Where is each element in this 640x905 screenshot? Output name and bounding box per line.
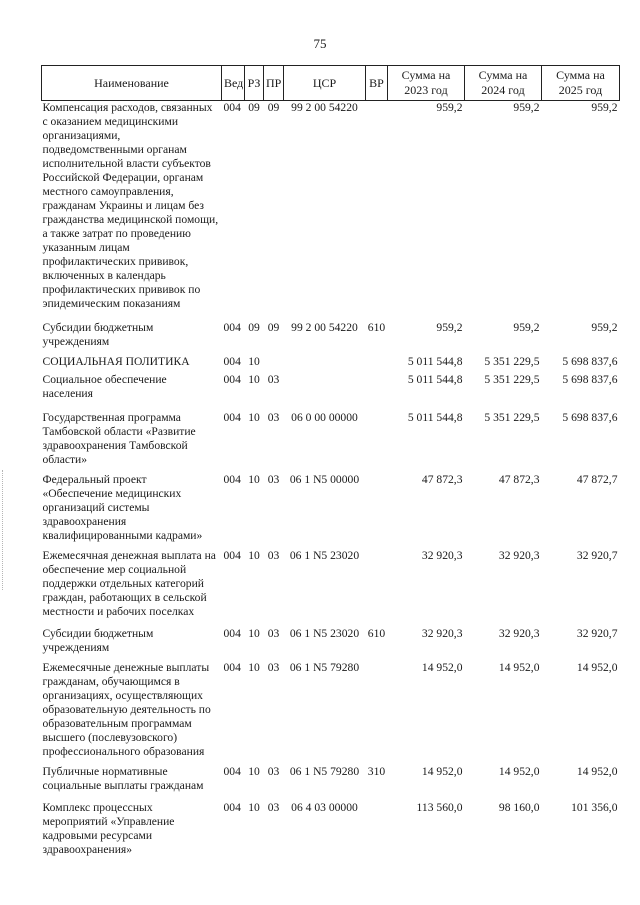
- row-pr: 03: [267, 473, 280, 486]
- row-ved: 004: [223, 101, 241, 114]
- row-vr: 610: [367, 627, 386, 640]
- row-vr: [366, 101, 388, 322]
- row-csr: [284, 355, 366, 373]
- row-csr: 99 2 00 54220: [291, 101, 358, 114]
- row-vr: [366, 373, 388, 411]
- row-sum-2025: 959,2: [591, 101, 618, 114]
- row-sum-2024: 98 160,0: [498, 801, 540, 814]
- row-sum-2024: 5 351 229,5: [484, 411, 540, 424]
- row-name: Комплекс процессных мероприятий «Управление кадровыми ресурсами здравоохранения»: [42, 801, 175, 856]
- row-sum-2025: 5 698 837,6: [562, 373, 618, 386]
- row-pr: 03: [267, 801, 280, 814]
- row-sum-2025: 14 952,0: [576, 661, 618, 674]
- row-vr: [366, 801, 388, 863]
- header-rz: РЗ: [245, 66, 264, 101]
- table-row: [42, 355, 620, 373]
- row-name: Субсидии бюджетным учреждениям: [42, 321, 154, 348]
- row-sum-2024: 32 920,3: [498, 627, 540, 640]
- row-sum-2024: 47 872,3: [498, 473, 540, 486]
- row-ved: 004: [223, 373, 241, 386]
- row-sum-2023: 5 011 544,8: [407, 411, 463, 424]
- table-row: [42, 661, 620, 765]
- row-sum-2023: 113 560,0: [416, 801, 463, 814]
- row-csr: 06 4 03 00000: [291, 801, 358, 814]
- row-vr: 610: [367, 321, 386, 334]
- row-name: СОЦИАЛЬНАЯ ПОЛИТИКА: [42, 355, 190, 368]
- page-number: 75: [313, 36, 327, 51]
- row-sum-2024: 14 952,0: [498, 661, 540, 674]
- budget-table: [41, 65, 620, 863]
- row-ved: 004: [223, 411, 241, 424]
- row-rz: 10: [248, 473, 260, 486]
- row-ved: 004: [223, 549, 241, 562]
- header-name: Наименование: [42, 66, 222, 101]
- row-sum-2024: 959,2: [513, 101, 540, 114]
- row-vr: [366, 549, 388, 627]
- row-pr: 03: [267, 411, 280, 424]
- row-rz: 10: [248, 373, 260, 386]
- header-pr: ПР: [264, 66, 284, 101]
- row-csr: 06 1 N5 79280: [289, 661, 360, 674]
- row-sum-2024: 5 351 229,5: [484, 373, 540, 386]
- row-sum-2023: 5 011 544,8: [407, 373, 463, 386]
- row-sum-2023: 959,2: [436, 321, 463, 334]
- row-csr: 06 1 N5 00000: [289, 473, 360, 486]
- row-name: Субсидии бюджетным учреждениям: [42, 627, 154, 654]
- header-csr: ЦСР: [284, 66, 366, 101]
- row-pr: 09: [267, 321, 280, 334]
- row-name: Компенсация расходов, связанных с оказанием медицинскими организациями, подведомственными органам исполнительной власти субъектов Российской Федерации, органам местного самоуправления, гражданам Украины и лицам без гражданства медицинской помощи, а также затрат по проведению указанным лицам профилактических прививок, включенных в календарь профилактических прививок по эпидемическим показаниям: [42, 101, 219, 310]
- header-sum-2025: Сумма на 2025 год: [542, 66, 620, 101]
- row-rz: 10: [248, 627, 260, 640]
- row-pr: 03: [267, 765, 280, 778]
- row-sum-2024: 32 920,3: [498, 549, 540, 562]
- row-ved: 004: [223, 801, 241, 814]
- row-rz: 10: [248, 549, 260, 562]
- row-sum-2023: 47 872,3: [421, 473, 463, 486]
- row-csr: 06 1 N5 23020: [289, 549, 360, 562]
- row-name: Ежемесячная денежная выплата на обеспечение мер социальной поддержки отдельных категорий граждан, работающих в сельской местности и рабочих поселках: [42, 549, 216, 618]
- row-sum-2023: 32 920,3: [421, 549, 463, 562]
- row-csr: 06 0 00 00000: [291, 411, 358, 424]
- header-vr: ВР: [366, 66, 388, 101]
- row-rz: 10: [248, 765, 260, 778]
- table-row: [42, 101, 620, 322]
- row-sum-2025: 14 952,0: [576, 765, 618, 778]
- row-csr: 06 1 N5 23020: [289, 627, 360, 640]
- row-csr: [284, 373, 366, 411]
- row-csr: 06 1 N5 79280: [289, 765, 360, 778]
- row-rz: 10: [248, 661, 260, 674]
- row-sum-2025: 5 698 837,6: [562, 355, 618, 368]
- table-header-row: [42, 66, 620, 101]
- table-row: [42, 411, 620, 473]
- row-sum-2025: 959,2: [591, 321, 618, 334]
- row-sum-2023: 32 920,3: [421, 627, 463, 640]
- row-ved: 004: [223, 355, 241, 368]
- margin-mark: [2, 470, 7, 590]
- table-row: [42, 321, 620, 355]
- row-name: Социальное обеспечение населения: [42, 373, 167, 400]
- header-sum-2023: Сумма на 2023 год: [388, 66, 465, 101]
- row-pr: 03: [267, 373, 280, 386]
- row-rz: 10: [248, 355, 260, 368]
- row-pr: 09: [267, 101, 280, 114]
- row-rz: 09: [248, 101, 260, 114]
- row-ved: 004: [223, 661, 241, 674]
- row-name: Ежемесячные денежные выплаты гражданам, обучающимся в организациях, осуществляющих образовательную деятельность по образовательным программам высшего (послевузовского) профессионального образования: [42, 661, 211, 758]
- row-csr: 99 2 00 54220: [291, 321, 358, 334]
- row-pr: 03: [267, 627, 280, 640]
- row-ved: 004: [223, 473, 241, 486]
- row-sum-2025: 101 356,0: [571, 801, 618, 814]
- row-sum-2025: 32 920,7: [576, 549, 618, 562]
- row-name: Публичные нормативные социальные выплаты гражданам: [42, 765, 204, 792]
- row-pr: [264, 355, 284, 373]
- header-ved: Вед: [222, 66, 245, 101]
- row-sum-2023: 14 952,0: [421, 765, 463, 778]
- row-rz: 10: [248, 411, 260, 424]
- table-row: [42, 549, 620, 627]
- row-sum-2025: 47 872,7: [576, 473, 618, 486]
- row-sum-2025: 32 920,7: [576, 627, 618, 640]
- row-sum-2024: 5 351 229,5: [484, 355, 540, 368]
- row-ved: 004: [223, 627, 241, 640]
- header-sum-2024: Сумма на 2024 год: [465, 66, 542, 101]
- row-pr: 03: [267, 661, 280, 674]
- table-row: [42, 627, 620, 661]
- table-row: [42, 801, 620, 863]
- table-row: [42, 373, 620, 411]
- row-ved: 004: [223, 321, 241, 334]
- table-row: [42, 473, 620, 549]
- row-sum-2024: 959,2: [513, 321, 540, 334]
- row-sum-2023: 959,2: [436, 101, 463, 114]
- table-row: [42, 765, 620, 801]
- row-sum-2023: 5 011 544,8: [407, 355, 463, 368]
- row-ved: 004: [223, 765, 241, 778]
- row-vr: [366, 411, 388, 473]
- row-vr: [366, 355, 388, 373]
- row-name: Государственная программа Тамбовской области «Развитие здравоохранения Тамбовской области»: [42, 411, 196, 466]
- row-name: Федеральный проект «Обеспечение медицинских организаций системы здравоохранения квалифицированными кадрами»: [42, 473, 203, 542]
- row-sum-2025: 5 698 837,6: [562, 411, 618, 424]
- row-vr: [366, 661, 388, 765]
- row-sum-2024: 14 952,0: [498, 765, 540, 778]
- row-vr: 310: [367, 765, 386, 778]
- row-pr: 03: [267, 549, 280, 562]
- row-vr: [366, 473, 388, 549]
- row-rz: 10: [248, 801, 260, 814]
- row-sum-2023: 14 952,0: [421, 661, 463, 674]
- row-rz: 09: [248, 321, 260, 334]
